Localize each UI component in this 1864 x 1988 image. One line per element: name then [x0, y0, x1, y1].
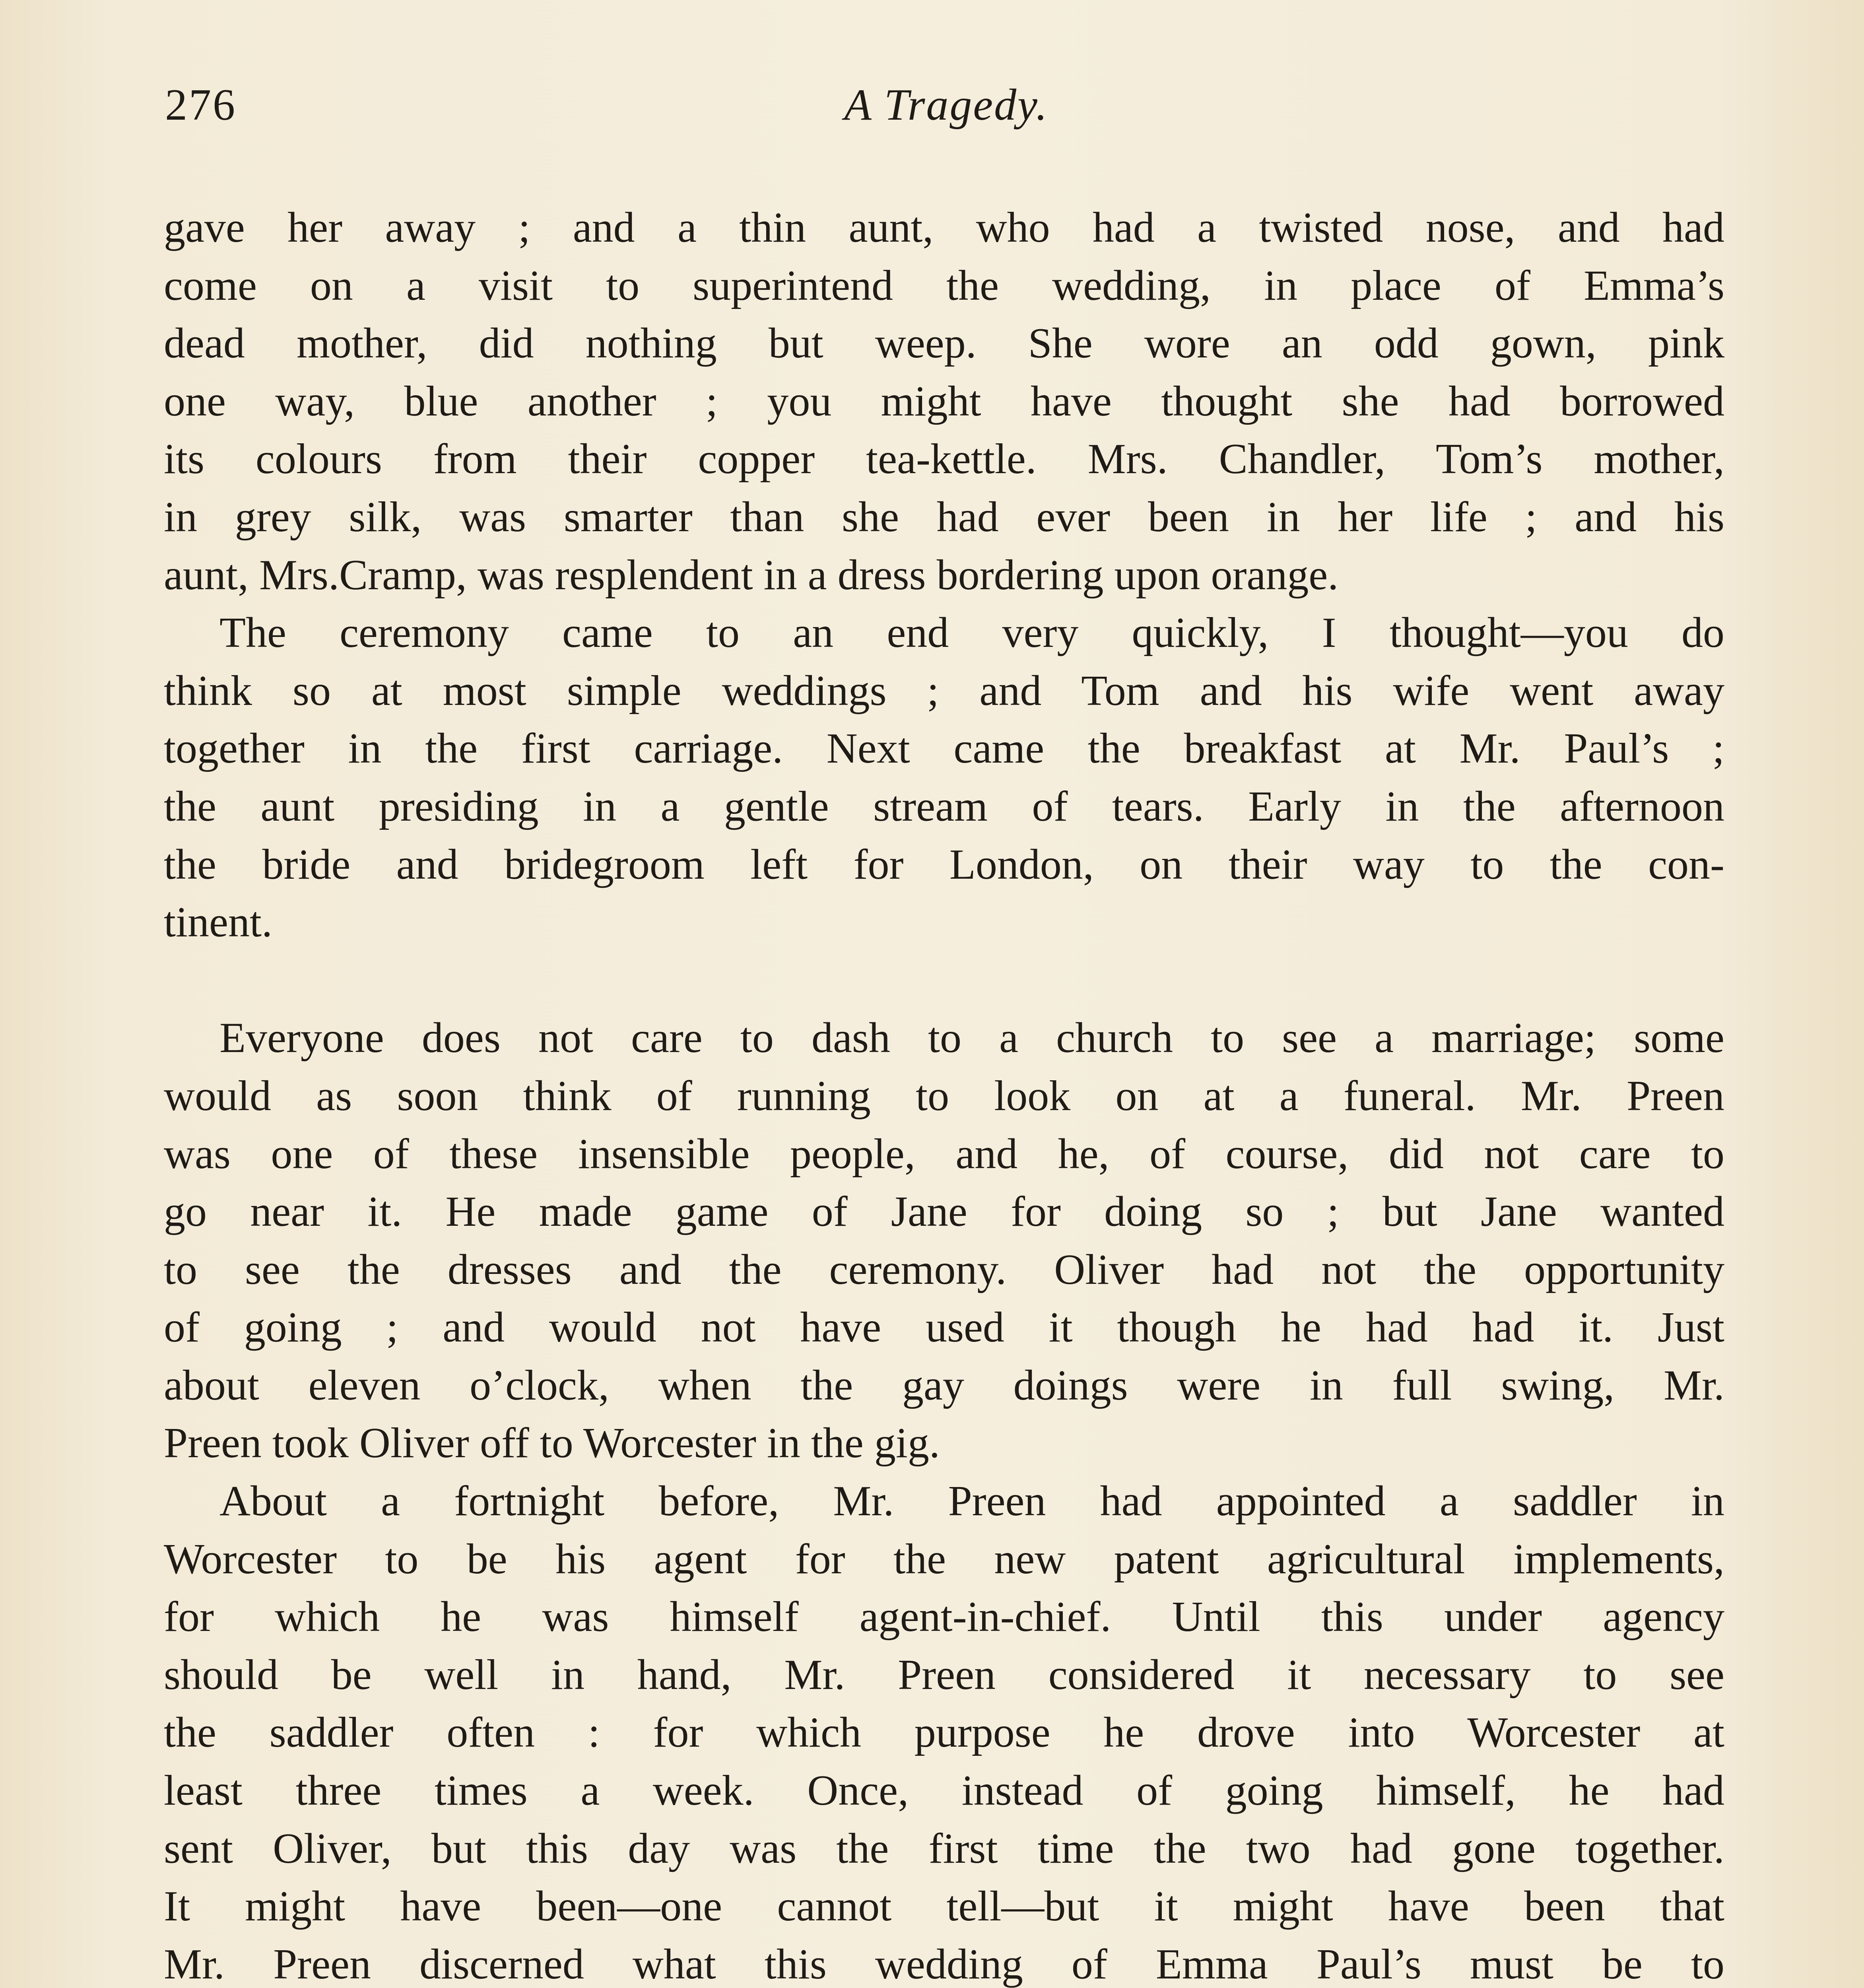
text-line: It might have been—one cannot tell—but it might have been that	[164, 1883, 1724, 1930]
text-line: the aunt presiding in a gentle stream of tears. Early in the afternoon	[164, 782, 1724, 830]
text-line: of going ; and would not have used it though he had had it. Just	[164, 1304, 1724, 1351]
running-title: A Tragedy.	[844, 80, 1048, 130]
text-line: sent Oliver, but this day was the first time the two had gone together.	[164, 1825, 1724, 1872]
text-line: its colours from their copper tea-kettle. Mrs. Chandler, Tom’s mother,	[164, 435, 1724, 483]
text-line: Worcester to be his agent for the new patent agricultural implements,	[164, 1535, 1724, 1583]
text-line: dead mother, did nothing but weep. She wore an odd gown, pink	[164, 320, 1724, 367]
page-number: 276	[165, 80, 237, 130]
text-line: The ceremony came to an end very quickly, I thought—you do	[219, 609, 1724, 657]
paragraph	[164, 604, 1724, 951]
body-text	[164, 199, 1724, 1988]
text-line: the saddler often : for which purpose he drove into Worcester at	[164, 1709, 1724, 1757]
text-line: in grey silk, was smarter than she had ever been in her life ; and his	[164, 493, 1724, 541]
text-line: about eleven o’clock, when the gay doings were in full swing, Mr.	[164, 1361, 1724, 1409]
text-line: Mr. Preen discerned what this wedding of Emma Paul’s must be to	[164, 1940, 1724, 1988]
paragraph	[164, 1472, 1724, 1988]
paragraph-gap	[164, 951, 1724, 1010]
text-line: for which he was himself agent-in-chief. Until this under agency	[164, 1593, 1724, 1641]
text-line: to see the dresses and the ceremony. Oliver had not the opportunity	[164, 1246, 1724, 1293]
text-line: gave her away ; and a thin aunt, who had a twisted nose, and had	[164, 204, 1724, 251]
paragraph	[164, 199, 1724, 604]
text-line: would as soon think of running to look on at a funeral. Mr. Preen	[164, 1072, 1724, 1120]
text-line: Everyone does not care to dash to a church to see a marriage; some	[219, 1014, 1724, 1062]
text-line: least three times a week. Once, instead of going himself, he had	[164, 1767, 1724, 1815]
text-line: together in the first carriage. Next came the breakfast at Mr. Paul’s ;	[164, 725, 1724, 773]
text-line: one way, blue another ; you might have thought she had borrowed	[164, 377, 1724, 425]
text-line: the bride and bridegroom left for London, on their way to the con-	[164, 841, 1724, 888]
text-line: come on a visit to superintend the wedding, in place of Emma’s	[164, 262, 1724, 309]
text-line: aunt, Mrs.Cramp, was resplendent in a dress bordering upon orange.	[164, 551, 1339, 599]
text-line: go near it. He made game of Jane for doing so ; but Jane wanted	[164, 1188, 1724, 1236]
text-line: was one of these insensible people, and he, of course, did not care to	[164, 1130, 1724, 1178]
running-head	[165, 80, 1728, 147]
text-line: should be well in hand, Mr. Preen considered it necessary to see	[164, 1651, 1724, 1699]
text-line: think so at most simple weddings ; and Tom and his wife went away	[164, 667, 1724, 714]
text-line: About a fortnight before, Mr. Preen had appointed a saddler in	[219, 1477, 1724, 1525]
text-line: tinent.	[164, 899, 272, 946]
text-line: Preen took Oliver off to Worcester in the gig.	[164, 1419, 940, 1467]
paragraph	[164, 1009, 1724, 1472]
